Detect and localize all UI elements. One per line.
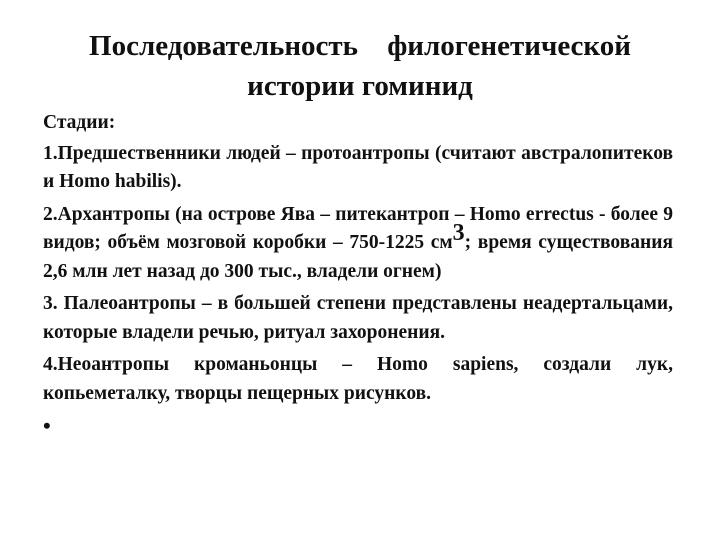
title-line-2: истории гоминид	[247, 70, 473, 102]
empty-bullet: •	[43, 413, 51, 438]
stage-item-4: 4.Неоантропы кроманьонцы – Homo sapiens, создали лук, копьеметалку, творцы пещерных рисунков.	[43, 354, 673, 404]
stage-item-2-start: 2.Архантропы (на острове Ява – питекантроп – Homo errectus	[43, 203, 594, 225]
stage-item-1: 1.Предшественники людей – протоантропы (считают австралопитеков и Homo habilis).	[43, 142, 673, 192]
stages-label: Стадии:	[43, 112, 116, 133]
stage-item-2	[43, 201, 673, 287]
stage-item-2-middle: - более 9 видов; объём мозговой коробки – 750-1225 см	[43, 203, 673, 253]
stage-item-2-end: ; время существования 2,6 млн лет назад до 300 тыс., владели огнем)	[43, 232, 674, 282]
stage-item-3: 3. Палеоантропы – в большей степени представлены неадертальцами, которые владели речью, ритуал захоронения.	[43, 293, 673, 343]
slide-body	[43, 109, 673, 438]
title-line-1: Последовательность филогенетической	[89, 30, 631, 62]
volume-superscript: 3	[452, 220, 465, 246]
slide-title	[40, 26, 680, 106]
